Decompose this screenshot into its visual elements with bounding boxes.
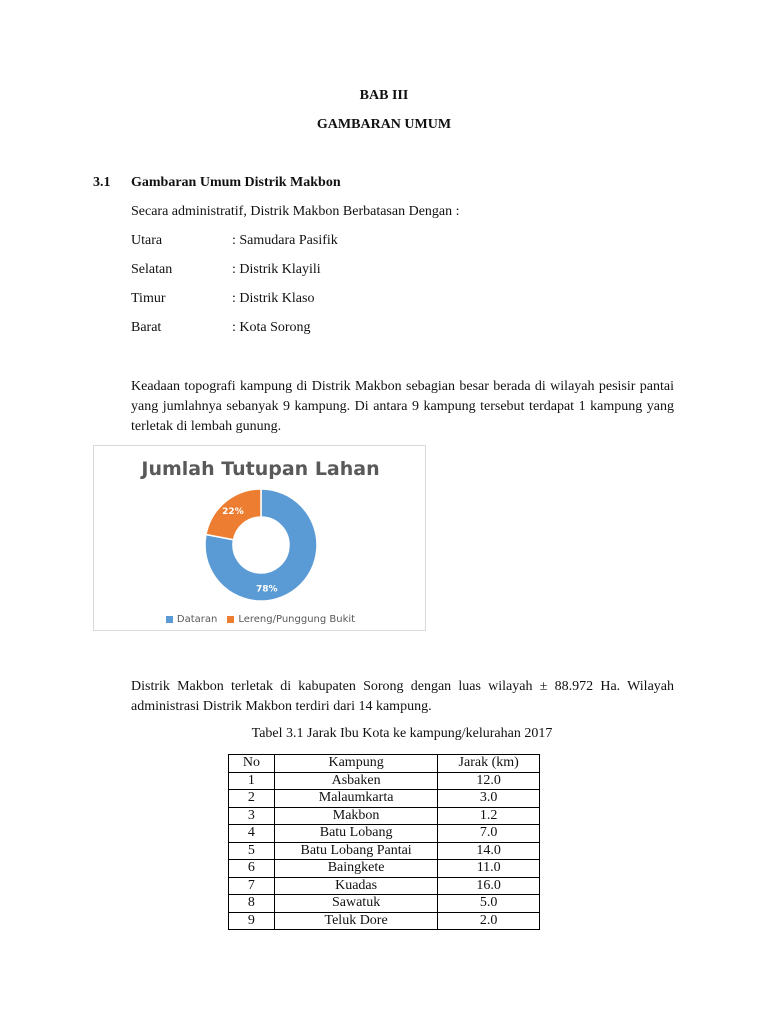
border-row-west — [131, 320, 338, 349]
cell-no: 4 — [229, 825, 275, 843]
table-row — [229, 912, 540, 930]
header-kampung: Kampung — [274, 755, 438, 773]
donut-chart-svg — [94, 446, 427, 632]
cell-kampung: Asbaken — [274, 772, 438, 790]
cell-jarak: 12.0 — [438, 772, 540, 790]
table-row — [229, 877, 540, 895]
cell-kampung: Batu Lobang Pantai — [274, 842, 438, 860]
border-row-south — [131, 262, 338, 291]
table-caption: Tabel 3.1 Jarak Ibu Kota ke kampung/kelurahan 2017 — [251, 726, 553, 741]
cell-kampung: Malaumkarta — [274, 790, 438, 808]
cell-jarak: 11.0 — [438, 860, 540, 878]
chart-legend — [94, 614, 427, 625]
chapter-heading: BAB III — [359, 88, 409, 103]
table-row — [229, 895, 540, 913]
cell-kampung: Baingkete — [274, 860, 438, 878]
legend-item-lereng — [227, 614, 355, 625]
legend-item-dataran — [166, 614, 217, 625]
cell-kampung: Kuadas — [274, 877, 438, 895]
cell-no: 5 — [229, 842, 275, 860]
land-cover-chart — [93, 445, 426, 631]
table-row — [229, 790, 540, 808]
cell-kampung: Makbon — [274, 807, 438, 825]
cell-jarak: 2.0 — [438, 912, 540, 930]
cell-no: 6 — [229, 860, 275, 878]
border-value: : Distrik Klaso — [232, 291, 315, 306]
table-row — [229, 807, 540, 825]
border-value: : Distrik Klayili — [232, 262, 321, 277]
cell-no: 9 — [229, 912, 275, 930]
chapter-title: GAMBARAN UMUM — [316, 117, 452, 132]
border-label: Selatan — [131, 262, 173, 277]
border-row-east — [131, 291, 338, 320]
cell-kampung: Teluk Dore — [274, 912, 438, 930]
border-label: Timur — [131, 291, 166, 306]
cell-jarak: 1.2 — [438, 807, 540, 825]
cell-no: 2 — [229, 790, 275, 808]
cell-kampung: Batu Lobang — [274, 825, 438, 843]
border-list — [131, 233, 338, 349]
area-paragraph: Distrik Makbon terletak di kabupaten Sorong dengan luas wilayah ± 88.972 Ha. Wilayah administrasi Distrik Makbon terdiri dari 14 kampung. — [131, 679, 674, 714]
header-no: No — [229, 755, 275, 773]
cell-jarak: 3.0 — [438, 790, 540, 808]
chart-title: Jumlah Tutupan Lahan — [141, 458, 380, 480]
intro-text: Secara administratif, Distrik Makbon Berbatasan Dengan : — [131, 204, 460, 219]
distance-table — [228, 754, 540, 930]
legend-swatch — [227, 616, 234, 623]
table-row — [229, 772, 540, 790]
table-row — [229, 842, 540, 860]
slice-label: 22% — [222, 507, 244, 518]
section-number: 3.1 — [93, 175, 111, 190]
cell-no: 1 — [229, 772, 275, 790]
section-title: Gambaran Umum Distrik Makbon — [131, 175, 341, 190]
legend-label: Lereng/Punggung Bukit — [238, 614, 356, 625]
cell-kampung: Sawatuk — [274, 895, 438, 913]
border-label: Barat — [131, 320, 162, 335]
border-row-north — [131, 233, 338, 262]
cell-jarak: 14.0 — [438, 842, 540, 860]
cell-jarak: 5.0 — [438, 895, 540, 913]
legend-swatch — [166, 616, 173, 623]
border-value: : Samudara Pasifik — [232, 233, 338, 248]
cell-no: 7 — [229, 877, 275, 895]
cell-no: 8 — [229, 895, 275, 913]
slice-label: 78% — [256, 584, 278, 595]
border-label: Utara — [131, 233, 163, 248]
cell-no: 3 — [229, 807, 275, 825]
border-value: : Kota Sorong — [232, 320, 311, 335]
table-row — [229, 860, 540, 878]
legend-label: Dataran — [176, 614, 218, 625]
table-row — [229, 825, 540, 843]
cell-jarak: 16.0 — [438, 877, 540, 895]
header-jarak: Jarak (km) — [438, 755, 540, 773]
topography-paragraph — [131, 377, 674, 437]
topography-text: Keadaan topografi kampung di Distrik Makbon sebagian besar berada di wilayah pesisir pantai yang jumlahnya sebanyak 9 kampung. Di antara 9 kampung tersebut terdapat 1 kampung yang terletak di lembah gunung. — [131, 379, 674, 434]
table-header-row — [229, 755, 540, 773]
cell-jarak: 7.0 — [438, 825, 540, 843]
